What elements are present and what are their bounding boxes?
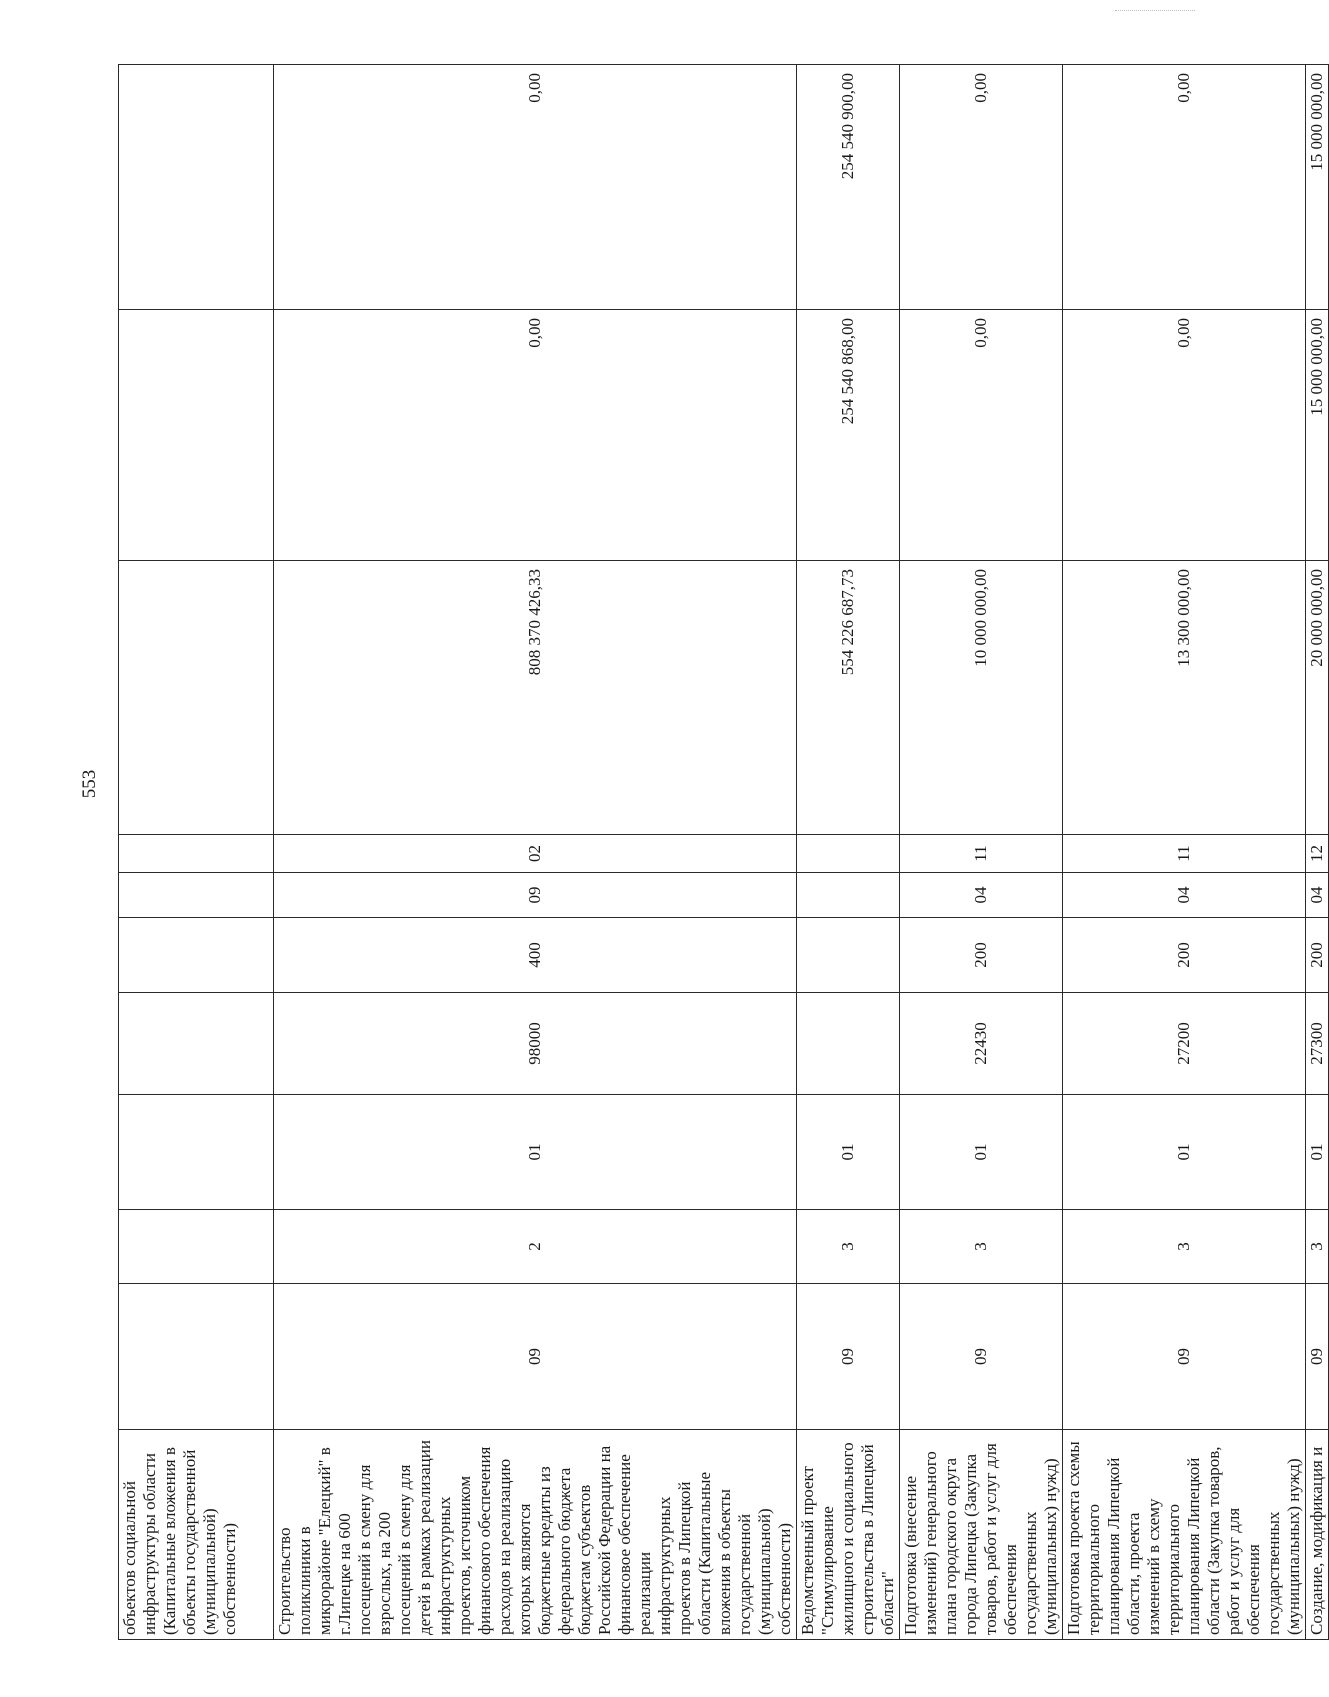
amount-col-1	[119, 561, 274, 835]
code-col-6: 04	[900, 873, 1063, 918]
code-col-6	[797, 873, 900, 918]
amount-col-2: 254 540 868,00	[797, 310, 900, 561]
amount-col-1: 13 300 000,00	[1063, 561, 1306, 835]
amount-col-3: 0,00	[1063, 65, 1306, 310]
code-col-1	[119, 1284, 274, 1430]
amount-col-1: 10 000 000,00	[900, 561, 1063, 835]
rotated-table-wrapper	[118, 65, 1326, 1640]
code-col-4: 27300	[1306, 993, 1329, 1095]
table-row	[797, 65, 900, 1640]
code-col-5: 200	[900, 918, 1063, 993]
amount-col-2: 15 000 000,00	[1306, 310, 1329, 561]
row-description: Подготовка проекта схемы территориального планирования Липецкой области, проекта изменений в схему территориального планирования Липецкой области (Закупка товаров, работ и услуг для обеспечения государственных (муниципальных) нужд)	[1063, 1430, 1306, 1640]
code-col-4: 22430	[900, 993, 1063, 1095]
amount-col-2: 0,00	[900, 310, 1063, 561]
table-row	[1306, 65, 1329, 1640]
code-col-4	[797, 993, 900, 1095]
code-col-5	[797, 918, 900, 993]
code-col-6: 04	[1063, 873, 1306, 918]
table-row	[119, 65, 274, 1640]
amount-col-2	[119, 310, 274, 561]
amount-col-1: 808 370 426,33	[274, 561, 797, 835]
page-number: 553	[79, 769, 100, 799]
code-col-1: 09	[1306, 1284, 1329, 1430]
amount-col-3: 0,00	[274, 65, 797, 310]
table-row	[900, 65, 1063, 1640]
code-col-5	[119, 918, 274, 993]
code-col-6: 09	[274, 873, 797, 918]
code-col-3: 01	[797, 1095, 900, 1210]
code-col-3: 01	[1063, 1095, 1306, 1210]
amount-col-3	[119, 65, 274, 310]
row-description: Подготовка (внесение изменений) генерального плана городского округа города Липецка (Закупка товаров, работ и услуг для обеспечения государственных (муниципальных) нужд)	[900, 1430, 1063, 1640]
code-col-7: 02	[274, 835, 797, 873]
code-col-5: 200	[1063, 918, 1306, 993]
amount-col-2: 0,00	[1063, 310, 1306, 561]
code-col-5: 200	[1306, 918, 1329, 993]
row-description: Строительство поликлиники в микрорайоне "Елецкий" в г.Липецке на 600 посещений в смену для взрослых, на 200 посещений в смену для детей в рамках реализации инфраструктурных проектов, источником финансового обеспечения расходов на реализацию которых являются бюджетные кредиты из федерального бюджета бюджетам субъектов Российской Федерации на финансовое обеспечение реализации инфраструктурных проектов в Липецкой области (Капитальные вложения в объекты государственной (муниципальной) собственности)	[274, 1430, 797, 1640]
code-col-3: 01	[1306, 1095, 1329, 1210]
code-col-7: 11	[1063, 835, 1306, 873]
code-col-1: 09	[900, 1284, 1063, 1430]
amount-col-1: 554 226 687,73	[797, 561, 900, 835]
code-col-2	[119, 1210, 274, 1284]
row-description: объектов социальной инфраструктуры области (Капитальные вложения в объекты государственной (муниципальной) собственности)	[119, 1430, 274, 1640]
amount-col-3: 0,00	[900, 65, 1063, 310]
table-row	[1063, 65, 1306, 1640]
code-col-1: 09	[797, 1284, 900, 1430]
code-col-3: 01	[900, 1095, 1063, 1210]
amount-col-2: 0,00	[274, 310, 797, 561]
budget-table	[118, 64, 1329, 1640]
code-col-7	[119, 835, 274, 873]
code-col-4: 98000	[274, 993, 797, 1095]
code-col-2: 3	[1063, 1210, 1306, 1284]
code-col-5: 400	[274, 918, 797, 993]
amount-col-3: 15 000 000,00	[1306, 65, 1329, 310]
code-col-6	[119, 873, 274, 918]
code-col-7	[797, 835, 900, 873]
code-col-3	[119, 1095, 274, 1210]
row-description: Создание, модификация и	[1306, 1430, 1329, 1640]
scan-artifact	[1115, 10, 1195, 12]
code-col-2: 3	[900, 1210, 1063, 1284]
code-col-2: 3	[1306, 1210, 1329, 1284]
code-col-2: 3	[797, 1210, 900, 1284]
table-row	[274, 65, 797, 1640]
code-col-2: 2	[274, 1210, 797, 1284]
row-description: Ведомственный проект "Стимулирование жилищного и социального строительства в Липецкой области"	[797, 1430, 900, 1640]
code-col-4: 27200	[1063, 993, 1306, 1095]
code-col-6: 04	[1306, 873, 1329, 918]
code-col-7: 11	[900, 835, 1063, 873]
code-col-4	[119, 993, 274, 1095]
amount-col-1: 20 000 000,00	[1306, 561, 1329, 835]
code-col-3: 01	[274, 1095, 797, 1210]
amount-col-3: 254 540 900,00	[797, 65, 900, 310]
code-col-1: 09	[1063, 1284, 1306, 1430]
code-col-1: 09	[274, 1284, 797, 1430]
code-col-7: 12	[1306, 835, 1329, 873]
